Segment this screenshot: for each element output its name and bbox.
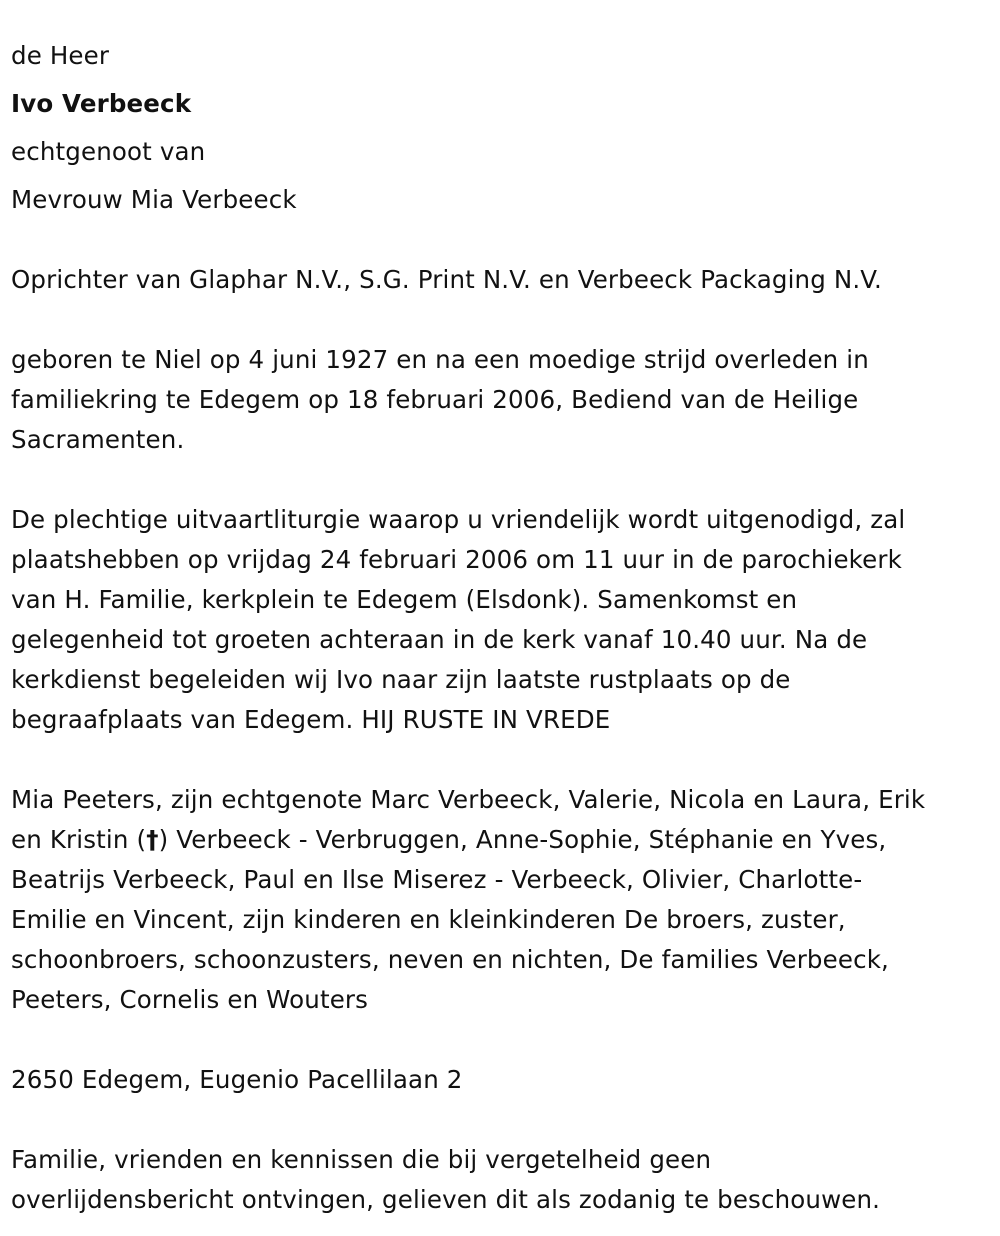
relation-label: echtgenoot van <box>11 137 206 166</box>
paragraph-line: Peeters, Cornelis en Wouters <box>11 985 369 1014</box>
paragraph-line: plaatshebben op vrijdag 24 februari 2006 om 11 uur in de parochiekerk <box>11 545 902 574</box>
title-prefix: de Heer <box>11 41 110 70</box>
paragraph-line: geboren te Niel op 4 juni 1927 en na een moedige strijd overleden in <box>11 345 869 374</box>
paragraph-line: Oprichter van Glaphar N.V., S.G. Print N.V. en Verbeeck Packaging N.V. <box>11 265 882 294</box>
spacer <box>11 460 990 500</box>
address-paragraph <box>11 1060 990 1100</box>
paragraph-line: De plechtige uitvaartliturgie waarop u vriendelijk wordt uitgenodigd, zal <box>11 505 906 534</box>
spacer <box>11 740 990 780</box>
paragraph-line: familiekring te Edegem op 18 februari 2006, Bediend van de Heilige <box>11 385 859 414</box>
deceased-name: Ivo Verbeeck <box>11 89 192 118</box>
paragraph-line: gelegenheid tot groeten achteraan in de kerk vanaf 10.40 uur. Na de <box>11 625 868 654</box>
funeral-paragraph <box>11 500 990 740</box>
spacer <box>11 220 990 260</box>
paragraph-line: Sacramenten. <box>11 425 185 454</box>
paragraph-line: van H. Familie, kerkplein te Edegem (Elsdonk). Samenkomst en <box>11 585 798 614</box>
paragraph-line: kerkdienst begeleiden wij Ivo naar zijn laatste rustplaats op de <box>11 665 791 694</box>
cross-icon: † <box>146 825 159 854</box>
paragraph-line: Familie, vrienden en kennissen die bij vergetelheid geen <box>11 1145 712 1174</box>
paragraph-line: schoonbroers, schoonzusters, neven en nichten, De families Verbeeck, <box>11 945 889 974</box>
spacer <box>11 300 990 340</box>
spouse-name: Mevrouw Mia Verbeeck <box>11 185 297 214</box>
birth-death-paragraph <box>11 340 990 460</box>
text-segment: ) Verbeeck - Verbruggen, Anne-Sophie, Stéphanie en Yves, <box>158 825 887 854</box>
paragraph-line: Emilie en Vincent, zijn kinderen en kleinkinderen De broers, zuster, <box>11 905 846 934</box>
paragraph-line: Mia Peeters, zijn echtgenote Marc Verbeeck, Valerie, Nicola en Laura, Erik <box>11 785 926 814</box>
paragraph-line: Beatrijs Verbeeck, Paul en Ilse Miserez - Verbeeck, Olivier, Charlotte- <box>11 865 863 894</box>
spacer <box>11 1100 990 1140</box>
paragraph-line <box>11 820 990 860</box>
spacer <box>11 1020 990 1060</box>
text-segment: en Kristin ( <box>11 825 147 854</box>
closing-paragraph <box>11 1140 990 1220</box>
address-line: 2650 Edegem, Eugenio Pacellilaan 2 <box>11 1065 463 1094</box>
founder-paragraph <box>11 260 990 300</box>
paragraph-line: overlijdensbericht ontvingen, gelieven dit als zodanig te beschouwen. <box>11 1185 881 1214</box>
family-paragraph <box>11 780 990 1020</box>
paragraph-line: begraafplaats van Edegem. HIJ RUSTE IN VREDE <box>11 705 611 734</box>
